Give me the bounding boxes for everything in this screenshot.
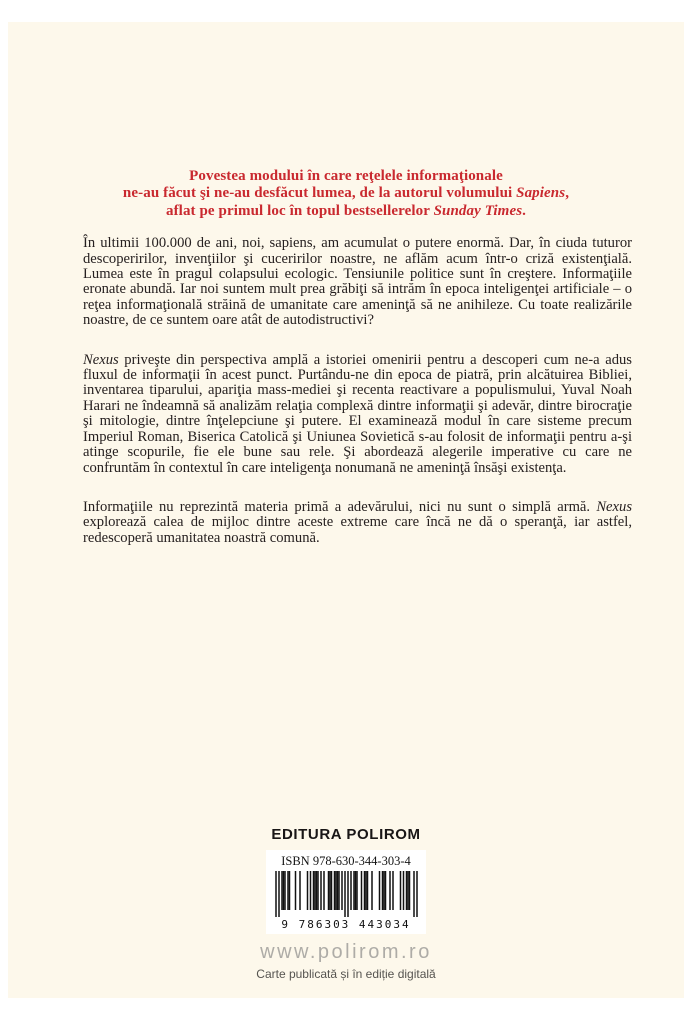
tagline-line: aflat pe primul loc în topul bestsellerelor Sunday Times. [165, 202, 527, 219]
synopsis [8, 236, 684, 546]
publisher-block [8, 826, 684, 981]
isbn-barcode-box [266, 850, 426, 934]
publisher-website: www.polirom.ro [260, 941, 432, 963]
synopsis-paragraph: Nexus priveşte din perspectiva amplă a istoriei omenirii pentru a descoperi cum ne-a adus fluxul de informaţii în acest punct. Purtându-ne din epoca de piatră, prin alcătuirea Bibliei, inventarea tiparului, apariţia mass-mediei şi recenta reactivare a populismului, Yuval Noah Harari ne îndeamnă să analizăm relaţia complexă dintre informaţii şi adevăr, dintre birocraţie şi mitologie, dintre înţelepciune şi putere. El examinează modul în care sisteme precum Imperiul Roman, Biserica Catolică şi Uniunea Sovietică s-au folosit de informaţii pentru a-şi atinge scopurile, fie ele bune sau rele. Şi abordează alegerile imperative cu care ne confruntăm în contextul în care inteligenţa nonumană ne ameninţă însăşi existenţa. [83, 351, 632, 476]
tagline-line: Povestea modului în care reţelele informaţionale [189, 168, 503, 184]
synopsis-paragraph: Informaţiile nu reprezintă materia primă a adevărului, nici nu sunt o simplă armă. Nexus explorează calea de mijloc dintre aceste extreme care încă ne dă o speranţă, iar astfel, redescoperă umanitatea noastră comună. [83, 498, 632, 546]
publisher-name: EDITURA POLIROM [271, 826, 421, 843]
barcode-digits: 9 786303 443034 [281, 918, 411, 931]
synopsis-paragraph: În ultimii 100.000 de ani, noi, sapiens, am acumulat o putere enormă. Dar, în ciuda tuturor descoperirilor, invenţiilor şi cuceririlor noastre, ne aflăm acum într-o criză existenţială. Lumea este în pragul colapsului ecologic. Tensiunile politice sunt în creştere. Informaţiile eronate abundă. Iar noi suntem mult prea grăbiţi să intrăm în epoca inteligenţei artificiale – o reţea informaţională străină de umanitate care ameninţă să ne anihileze. Cu toate realizările noastre, de ce suntem oare atât de autodistructivi? [83, 235, 632, 329]
book-back-cover [8, 22, 684, 998]
barcode [275, 871, 418, 917]
tagline-line: ne-au făcut şi ne-au desfăcut lumea, de la autorul volumului Sapiens, [122, 185, 570, 202]
tagline [8, 168, 684, 220]
isbn-label: ISBN 978-630-344-303-4 [281, 854, 411, 868]
digital-edition-note: Carte publicată și în ediție digitală [256, 967, 436, 981]
